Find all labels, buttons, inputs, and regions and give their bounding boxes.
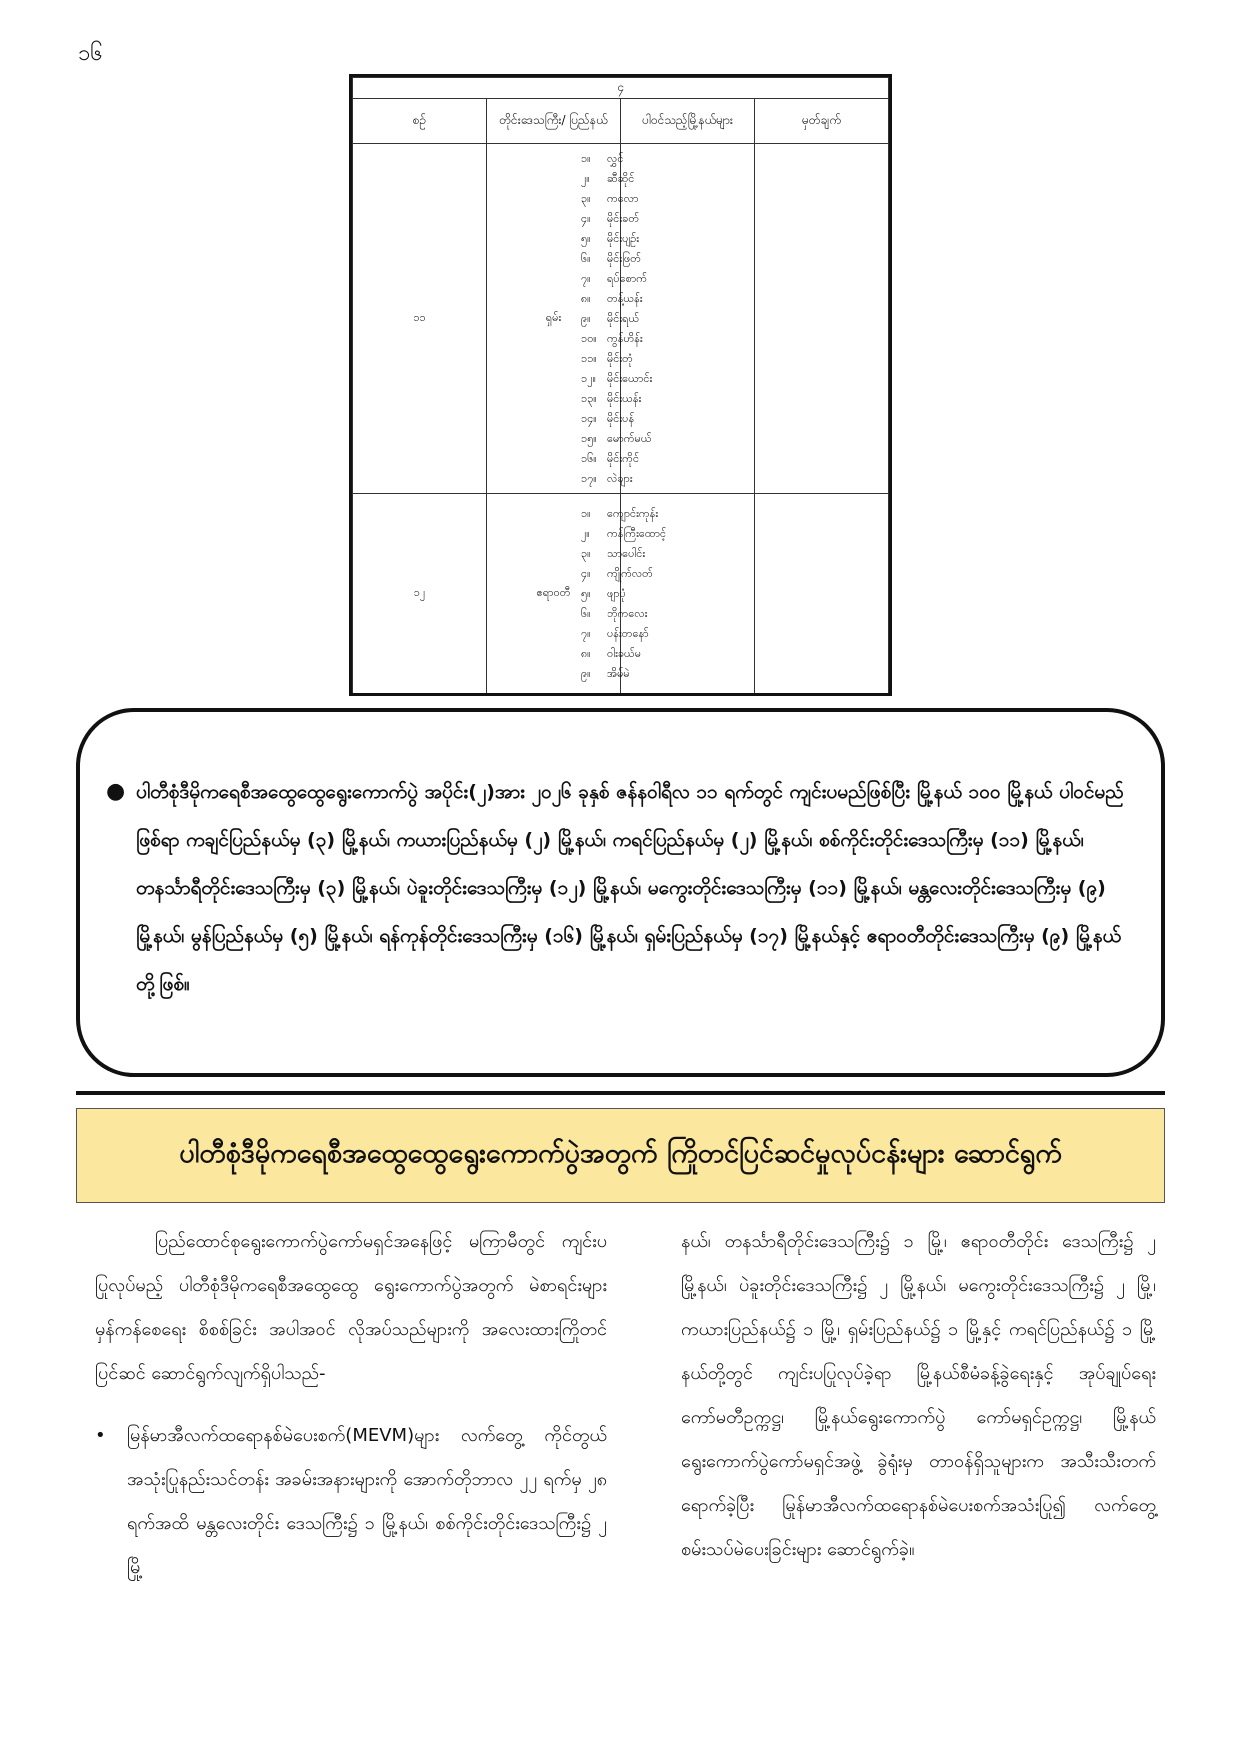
list-item xyxy=(95,1414,607,1590)
township-name: မိုင်းခတ် xyxy=(607,211,640,225)
header-towns: ပါဝင်သည့်မြို့နယ်များ xyxy=(621,99,755,144)
section-title: ပါတီစုံဒီမိုကရေစီအထွေထွေရွေးကောက်ပွဲအတွက် ကြိုတင်ပြင်ဆင်မှုလုပ်ငန်းများ ဆောင်ရွက် xyxy=(179,1137,1062,1169)
callout-paragraph: ပါတီစုံဒီမိုကရေစီအထွေထွေရွေးကောက်ပွဲ အပိုင်း(၂)အား ၂၀၂၆ ခုနှစ် ဇန်နဝါရီလ ၁၁ ရက်တွင် ကျင်းပမည်ဖြစ်ပြီး မြို့နယ် ၁၀၀ မြို့နယ် ပါဝင်မည်ဖြစ်ရာ ကချင်ပြည်နယ်မှ (၃) မြို့နယ်၊ ကယားပြည်နယ်မှ (၂) မြို့နယ်၊ ကရင်ပြည်နယ်မှ (၂) မြို့နယ်၊ စစ်ကိုင်းတိုင်းဒေသကြီးမှ (၁၁) မြို့နယ်၊ တနင်္သာရီတိုင်းဒေသကြီးမှ (၃) မြို့နယ်၊ ပဲခူးတိုင်းဒေသကြီးမှ (၁၂) မြို့နယ်၊ မကွေးတိုင်းဒေသကြီးမှ (၁၁) မြို့နယ်၊ မန္တလေးတိုင်းဒေသကြီးမှ (၉) မြို့နယ်၊ မွန်ပြည်နယ်မှ (၅) မြို့နယ်၊ ရန်ကုန်တိုင်းဒေသကြီးမှ (၁၆) မြို့နယ်၊ ရှမ်းပြည်နယ်မှ (၁၇) မြို့နယ်နှင့် ဧရာဝတီတိုင်းဒေသကြီးမှ (၉) မြို့နယ်တို့ဖြစ်။ xyxy=(136,781,1124,995)
header-region: တိုင်းဒေသကြီး/ ပြည်နယ် xyxy=(487,99,621,144)
township-number: ၁၆။ xyxy=(581,451,597,465)
township-number: ၉။ xyxy=(581,311,591,325)
township-name: လဲချား xyxy=(607,471,633,485)
township-number: ၉။ xyxy=(581,667,591,680)
township-name: အိမ်မဲ xyxy=(607,667,630,680)
township-name: ကျောင်းကုန်း xyxy=(607,507,659,520)
continued-paragraph: နယ်၊ တနင်္သာရီတိုင်းဒေသကြီး၌ ၁ မြို့၊ ဧရာဝတီတိုင်း ဒေသကြီး၌ ၂ မြို့နယ်၊ ပဲခူးတိုင်းဒေသကြီး၌ ၂ မြို့နယ်၊ မကွေးတိုင်းဒေသကြီး၌ ၂ မြို့၊ ကယားပြည်နယ်၌ ၁ မြို့၊ ရှမ်းပြည်နယ်၌ ၁ မြို့နှင့် ကရင်ပြည်နယ်၌ ၁ မြို့ နယ်တို့တွင် ကျင်းပပြုလုပ်ခဲ့ရာ မြို့နယ်စီမံခန့်ခွဲရေးနှင့် အုပ်ချုပ်ရေးကော်မတီဥက္ကဋ္ဌ၊ မြို့နယ်ရွေးကောက်ပွဲ ကော်မရှင်ဥက္ကဋ္ဌ၊ မြို့နယ်ရွေးကောက်ပွဲကော်မရှင်အဖွဲ့ ခွဲရုံးမှ တာဝန်ရှိသူများက အသီးသီးတက်ရောက်ခဲ့ပြီး မြန်မာအီလက်ထရောနစ်မဲပေးစက်အသုံးပြု၍ လက်တွေ့ စမ်းသပ်မဲပေးခြင်းများ ဆောင်ရွက်ခဲ့။ xyxy=(681,1231,1156,1560)
township-number: ၆။ xyxy=(581,607,591,620)
township-name: မိုင်းရယ် xyxy=(607,311,640,325)
township-number: ၅။ xyxy=(581,587,591,600)
township-name: ကွန်ဟိန်း xyxy=(607,331,643,345)
page-number: ၁၆ xyxy=(78,41,103,66)
township-name: မိုင်းယန်း xyxy=(607,391,642,405)
township-number: ၄။ xyxy=(581,211,591,225)
township-number: ၁။ xyxy=(581,151,591,165)
intro-paragraph: ပြည်ထောင်စုရွေးကောက်ပွဲကော်မရှင်အနေဖြင့် မကြာမီတွင် ကျင်းပပြုလုပ်မည့် ပါတီစုံဒီမိုကရေစီအထွေထွေ ရွေးကောက်ပွဲအတွက် မဲစာရင်းများ မှန်ကန်စေရေး စိစစ်ခြင်း အပါအဝင် လိုအပ်သည်များကို အလေးထားကြိုတင်ပြင်ဆင် ဆောင်ရွက်လျက်ရှိပါသည်- xyxy=(95,1231,607,1384)
township-name: မိုင်းတုံ xyxy=(607,351,633,365)
region-name: ရှမ်း xyxy=(487,144,621,494)
township-name: တန့်ယန်း xyxy=(607,291,643,305)
township-name: မိုင်းယောင်း xyxy=(607,371,653,385)
township-number: ၃။ xyxy=(581,191,591,205)
left-column xyxy=(95,1220,607,1590)
township-number: ၄။ xyxy=(581,567,591,580)
table-row xyxy=(353,494,889,695)
township-number: ၁၇။ xyxy=(581,471,597,485)
township-number: ၇။ xyxy=(581,271,591,285)
bullet-icon: • xyxy=(95,1425,106,1446)
township-number: ၁။ xyxy=(581,507,591,520)
township-name: ဝါးခယ်မ xyxy=(607,647,642,660)
township-number: ၁၃။ xyxy=(581,391,597,405)
township-number: ၈။ xyxy=(581,291,591,305)
township-name: မိုင်းပန် xyxy=(607,411,635,425)
bullet-icon: ● xyxy=(106,779,126,804)
list-item-text: မြန်မာအီလက်ထရောနစ်မဲပေးစက်(MEVM)များ လက်တွေ့ ကိုင်တွယ်အသုံးပြုနည်းသင်တန်း အခမ်းအနားများကို အောက်တိုဘာလ ၂၂ ရက်မှ ၂၈ ရက်အထိ မန္တလေးတိုင်း ဒေသကြီး၌ ၁ မြို့နယ်၊ စစ်ကိုင်းတိုင်းဒေသကြီး၌ ၂ မြို့ xyxy=(127,1425,607,1578)
township-name: သာပေါင်း xyxy=(607,547,646,560)
township-name: ပန်းတနော် xyxy=(607,627,649,640)
header-remark: မှတ်ချက် xyxy=(755,99,889,144)
township-name: မောက်မယ် xyxy=(607,431,652,445)
header-no: စဉ် xyxy=(353,99,487,144)
right-column xyxy=(681,1220,1156,1572)
township-number: ၁၀။ xyxy=(581,331,597,345)
row-number: ၁၂ xyxy=(353,494,487,695)
township-number: ၁၂။ xyxy=(581,371,596,385)
township-number: ၈။ xyxy=(581,647,591,660)
township-name: ရပ်စောက် xyxy=(607,271,648,285)
township-name: မိုင်းကိုင် xyxy=(607,451,640,465)
township-name: မိုင်းဖြတ် xyxy=(607,251,642,265)
township-name: ဖျာပုံ xyxy=(607,587,626,600)
township-number: ၆။ xyxy=(581,251,591,265)
township-name: ဆီဆိုင် xyxy=(607,171,635,185)
announcement-callout xyxy=(76,708,1165,1077)
callout-text-block xyxy=(106,768,1136,1008)
township-name: ကလော xyxy=(607,191,639,205)
township-number: ၁၄။ xyxy=(581,411,597,425)
township-name: ဘိုကလေး xyxy=(607,607,648,620)
township-number: ၂။ xyxy=(581,527,590,540)
township-number: ၁၁။ xyxy=(581,351,597,365)
region-name: ဧရာဝတီ xyxy=(487,494,621,695)
remark-cell xyxy=(755,494,889,695)
table-caption: ၄ xyxy=(353,78,889,99)
township-list-cell xyxy=(581,494,755,695)
township-name: မိုင်းပျဉ်း xyxy=(607,231,640,245)
section-divider xyxy=(76,1091,1165,1095)
township-name: ကန်ကြီးထောင့် xyxy=(607,527,667,540)
township-number: ၇။ xyxy=(581,627,591,640)
township-name: ကျိုက်လတ် xyxy=(607,567,653,580)
table-row xyxy=(353,144,889,494)
section-banner xyxy=(76,1108,1165,1203)
township-number: ၁၅။ xyxy=(581,431,597,445)
township-table xyxy=(349,74,892,696)
township-number: ၂။ xyxy=(581,171,590,185)
row-number: ၁၁ xyxy=(353,144,487,494)
township-name: လွှင် xyxy=(607,151,624,165)
township-list-cell xyxy=(581,144,755,494)
township-number: ၅။ xyxy=(581,231,591,245)
township-number: ၃။ xyxy=(581,547,591,560)
remark-cell xyxy=(755,144,889,494)
